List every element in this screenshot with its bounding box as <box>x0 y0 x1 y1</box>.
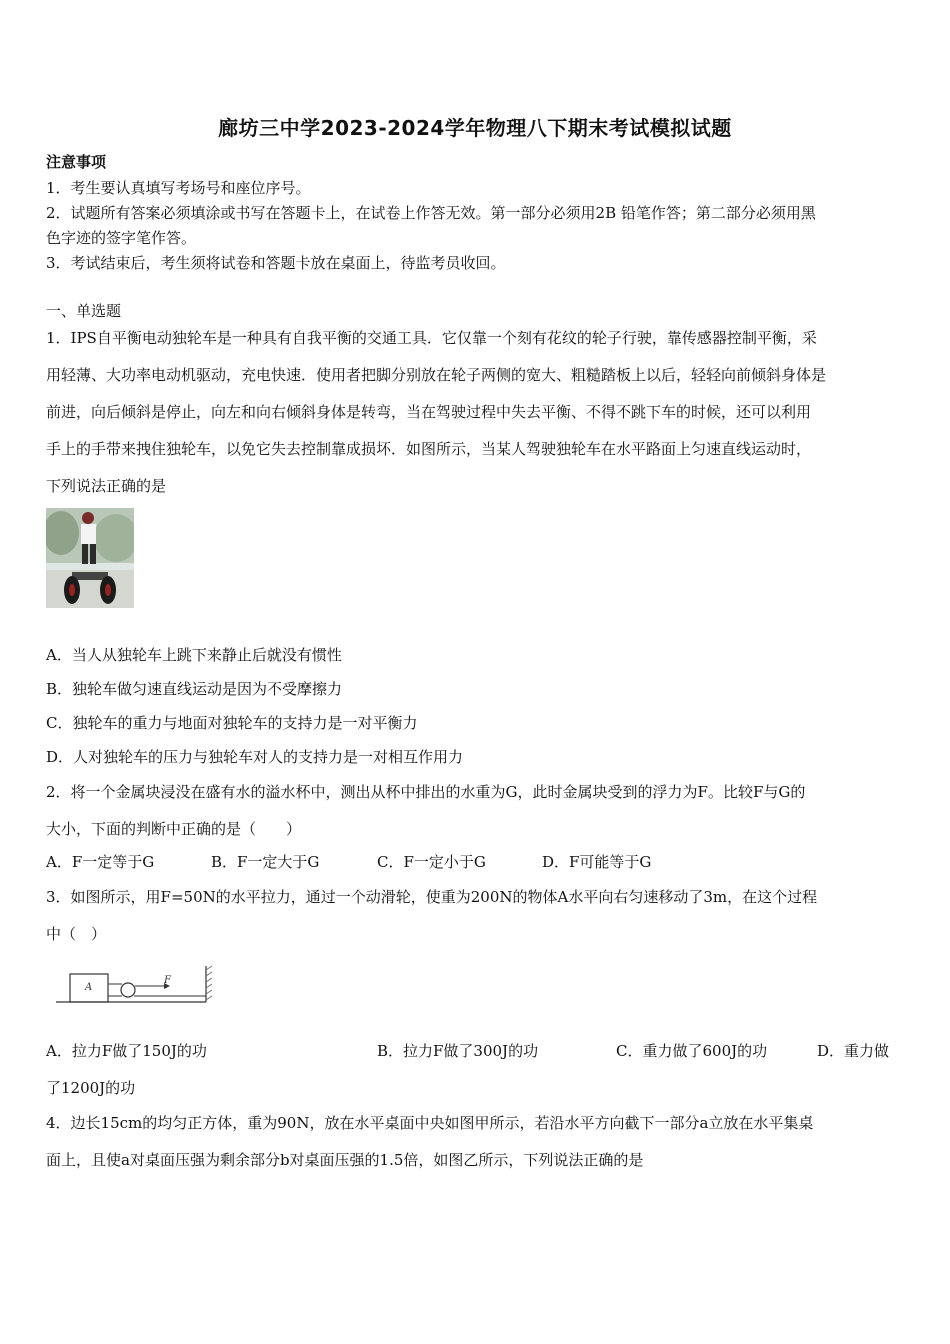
question-1-text: 手上的手带来拽住独轮车，以免它失去控制靠成损坏．如图所示，当某人驾驶独轮车在水平路面上匀速直线运动时， <box>46 440 812 458</box>
pulley-diagram <box>56 962 216 1022</box>
option: D．重力做 <box>817 1042 890 1060</box>
block-label: A <box>85 982 93 993</box>
question-3-options <box>46 1040 906 1062</box>
option: B．F一定大于G <box>211 853 320 871</box>
question-1-text: 下列说法正确的是 <box>46 477 167 495</box>
notice-heading: 注意事项 <box>46 153 107 171</box>
option: D．人对独轮车的压力与独轮车对人的支持力是一对相互作用力 <box>46 748 464 766</box>
question-1-text: 用轻薄、大功率电动机驱动，充电快速．使用者把脚分别放在轮子两侧的宽大、粗糙踏板上以后，轻轻向前倾斜身体是 <box>46 366 827 384</box>
question-2-text: 大小，下面的判断中正确的是（ ） <box>46 820 302 838</box>
question-3-text: 3．如图所示，用F=50N的水平拉力，通过一个动滑轮，使重为200N的物体A水平向右匀速移动了3m，在这个过程 <box>46 888 818 906</box>
section-heading: 一、单选题 <box>46 302 122 320</box>
option: C．F一定小于G <box>377 853 486 871</box>
option: A．F一定等于G <box>46 853 155 871</box>
option: A．拉力F做了150J的功 <box>46 1042 207 1060</box>
option-continued: 了1200J的功 <box>46 1079 136 1097</box>
unicycle-rider-photo <box>46 508 134 608</box>
question-3-text: 中（ ） <box>46 925 107 943</box>
question-2-options <box>46 851 906 873</box>
notice-item: 2．试题所有答案必须填涂或书写在答题卡上，在试卷上作答无效。第一部分必须用2B 铅笔作答；第二部分必须用黑 <box>46 204 816 222</box>
option: A．当人从独轮车上跳下来静止后就没有惯性 <box>46 646 342 664</box>
notice-item: 色字迹的签字笔作答。 <box>46 229 197 247</box>
notice-item: 1．考生要认真填写考场号和座位序号。 <box>46 179 311 197</box>
question-1-text: 1．IPS自平衡电动独轮车是一种具有自我平衡的交通工具．它仅靠一个刻有花纹的轮子行驶，靠传感器控制平衡，采 <box>46 329 817 347</box>
option: D．F可能等于G <box>542 853 652 871</box>
force-label: F <box>164 975 171 986</box>
option: C．独轮车的重力与地面对独轮车的支持力是一对平衡力 <box>46 714 418 732</box>
question-1-text: 前进，向后倾斜是停止，向左和向右倾斜身体是转弯，当在驾驶过程中失去平衡、不得不跳下车的时候，还可以利用 <box>46 403 812 421</box>
option: C．重力做了600J的功 <box>616 1042 768 1060</box>
notice-item: 3．考试结束后，考生须将试卷和答题卡放在桌面上，待监考员收回。 <box>46 254 506 272</box>
question-4-text: 面上，且使a对桌面压强为剩余部分b对桌面压强的1.5倍，如图乙所示，下列说法正确的是 <box>46 1151 644 1169</box>
option: B．拉力F做了300J的功 <box>377 1042 539 1060</box>
question-2-text: 2．将一个金属块浸没在盛有水的溢水杯中，测出从杯中排出的水重为G，此时金属块受到的浮力为F。比较F与G的 <box>46 783 806 801</box>
option: B．独轮车做匀速直线运动是因为不受摩擦力 <box>46 680 343 698</box>
question-4-text: 4．边长15cm的均匀正方体，重为90N，放在水平桌面中央如图甲所示，若沿水平方向截下一部分a立放在水平集桌 <box>46 1114 814 1132</box>
page-title: 廊坊三中学2023-2024学年物理八下期末考试模拟试题 <box>218 116 732 140</box>
